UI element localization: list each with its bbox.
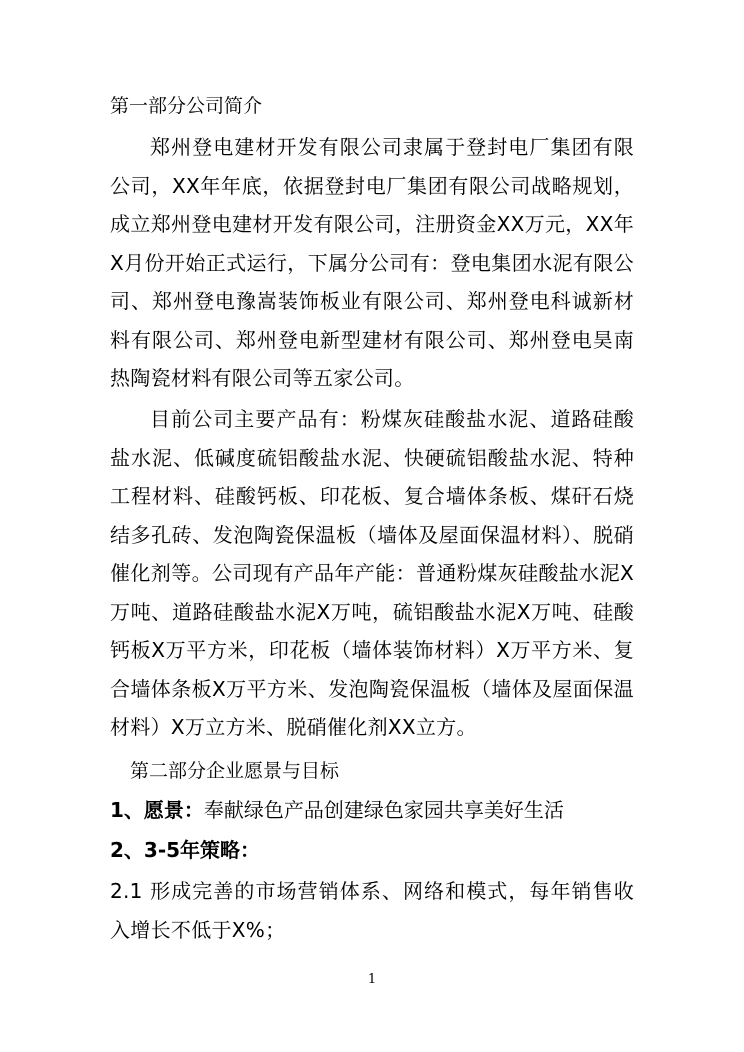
- strategy-item-2-1: 2.1 形成完善的市场营销体系、网络和模式，每年销售收入增长不低于X%；: [110, 879, 634, 942]
- section1-heading: 第一部分公司简介: [110, 95, 263, 117]
- products-paragraph: 目前公司主要产品有：粉煤灰硅酸盐水泥、道路硅酸盐水泥、低碱度硫铝酸盐水泥、快硬硫铝酸盐水泥、特种工程材料、硅酸钙板、印花板、复合墙体条板、煤矸石烧结多孔砖、发泡陶瓷保温板（墙体及屋面保温材料）、脱硝催化剂等。公司现有产品年产能：普通粉煤灰硅酸盐水泥X万吨、道路硅酸盐水泥X万吨，硫铝酸盐水泥X万吨、硅酸钙板X万平方米，印花板（墙体装饰材料）X万平方米、复合墙体条板X万平方米、发泡陶瓷保温板（墙体及屋面保温材料）X万立方米、脱硝催化剂XX立方。: [110, 407, 634, 739]
- vision-text: 奉献绿色产品创建绿色家园共享美好生活: [203, 798, 564, 822]
- strategy-label: 2、3-5年策略：: [110, 838, 261, 862]
- intro-paragraph: 郑州登电建材开发有限公司隶属于登封电厂集团有限公司，XX年年底，依据登封电厂集团有限公司战略规划，成立郑州登电建材开发有限公司，注册资金XX万元，XX年X月份开始正式运行，下属分公司有：登电集团水泥有限公司、郑州登电豫嵩装饰板业有限公司、郑州登电科诚新材料有限公司、郑州登电新型建材有限公司、郑州登电昊南热陶瓷材料有限公司等五家公司。: [110, 135, 634, 390]
- section2-heading: 第二部分企业愿景与目标: [130, 760, 340, 782]
- page-number: 1: [367, 972, 377, 987]
- vision-line: [110, 796, 564, 824]
- vision-label: 1、愿景：: [110, 798, 204, 822]
